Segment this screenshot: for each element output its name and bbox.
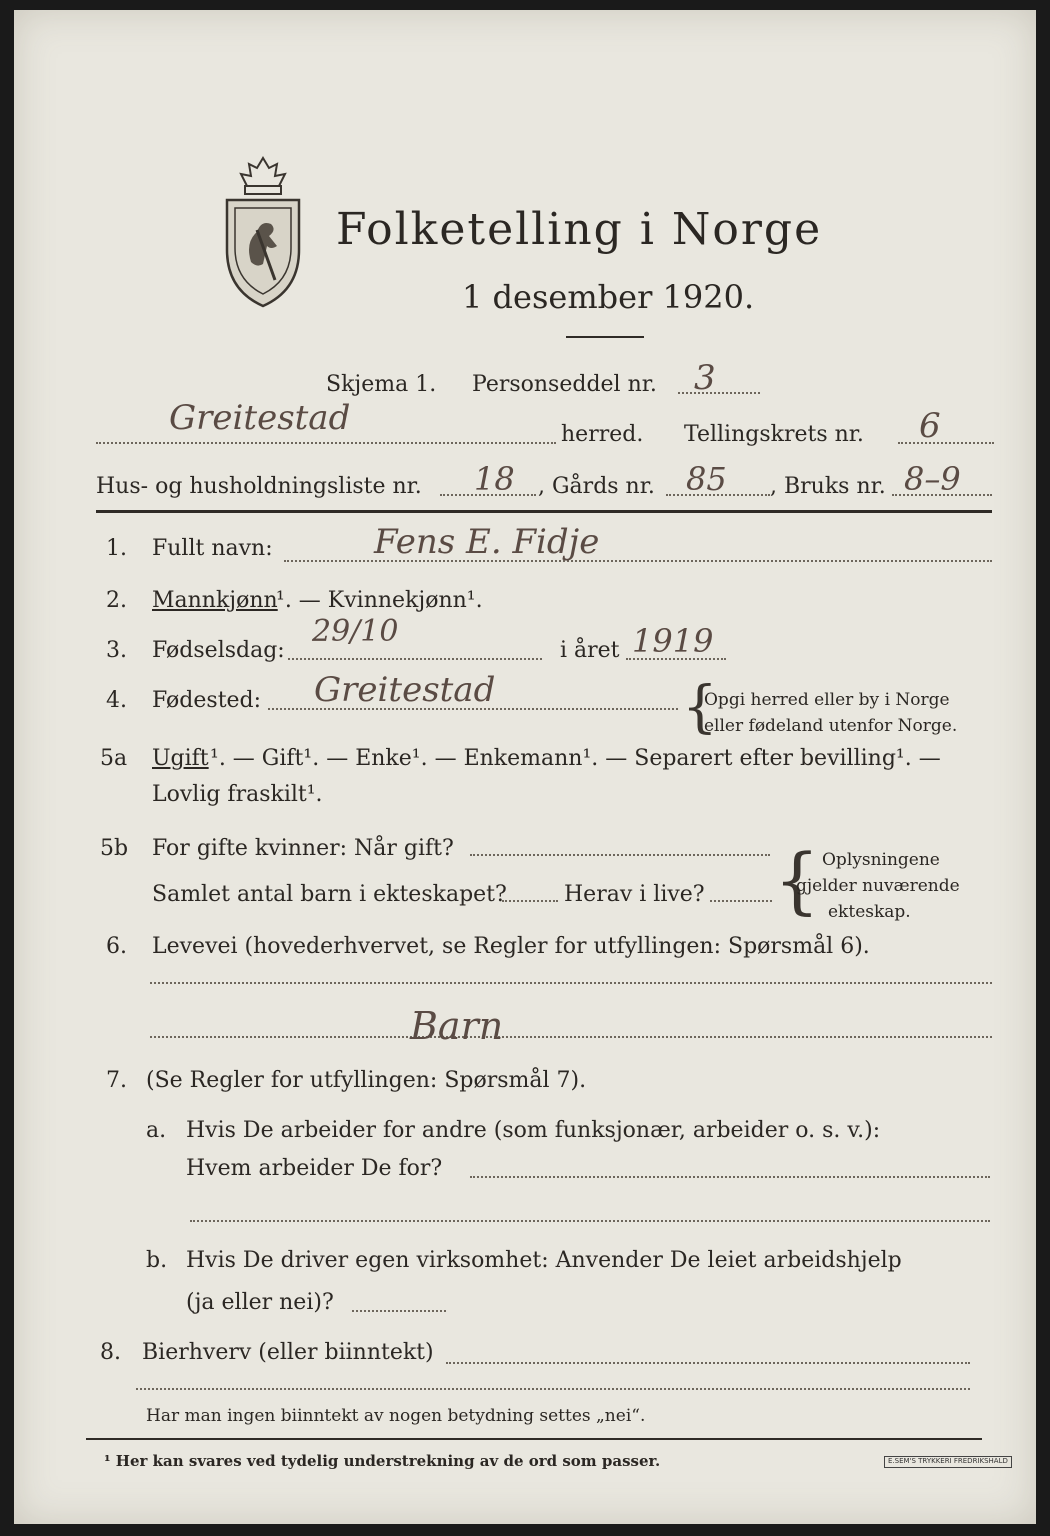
q4-label: Fødested: (152, 688, 262, 713)
q7a-label-2: Hvem arbeider De for? (186, 1156, 443, 1181)
q7a-letter: a. (146, 1118, 167, 1143)
q4-brace: { (682, 675, 718, 740)
gards-value: 85 (686, 460, 727, 498)
q5b-label-3: Herav i live? (564, 882, 705, 907)
bruks-label: , Bruks nr. (770, 474, 886, 499)
q7a-line-2 (190, 1220, 990, 1222)
bruks-value: 8–9 (904, 460, 961, 498)
q3-year-value: 1919 (632, 622, 714, 660)
q6-line-2 (150, 1036, 992, 1038)
q7-label: (Se Regler for utfyllingen: Spørsmål 7). (146, 1068, 587, 1093)
gards-label: , Gårds nr. (538, 474, 655, 499)
q5b-brace: { (774, 838, 820, 922)
printer-stamp: E.SEM'S TRYKKERI FREDRIKSHALD (884, 1456, 1012, 1468)
q7a-label-1: Hvis De arbeider for andre (som funksjonær, arbeider o. s. v.): (186, 1118, 881, 1143)
q5b-number: 5b (100, 836, 129, 861)
q3-label: Fødselsdag: (152, 638, 285, 663)
q1-label: Fullt navn: (152, 536, 273, 561)
q7a-line-1 (470, 1176, 990, 1178)
q5b-label-1: For gifte kvinner: Når gift? (152, 836, 454, 861)
q7b-label-2: (ja eller nei)? (186, 1290, 334, 1315)
q5b-line-1 (470, 854, 770, 856)
header-rule (96, 510, 992, 513)
q6-value: Barn (410, 1004, 504, 1048)
census-form (14, 10, 1036, 1524)
personseddel-label: Personseddel nr. (472, 372, 657, 397)
q3-line (288, 658, 542, 660)
q2-female: ¹. — Kvinnekjønn¹. (276, 588, 483, 613)
q5a-line2: Lovlig fraskilt¹. (152, 782, 323, 807)
q7b-line (352, 1310, 446, 1312)
q5b-note-2: gjelder nuværende (796, 876, 960, 896)
q1-value: Fens E. Fidje (374, 522, 600, 562)
q7b-label-1: Hvis De driver egen virksomhet: Anvender De leiet arbeidshjelp (186, 1248, 902, 1273)
q3-number: 3. (106, 638, 127, 663)
title-divider (566, 336, 644, 338)
q4-value: Greitestad (314, 670, 496, 710)
q5a-number: 5a (100, 746, 128, 771)
tellingskrets-label: Tellingskrets nr. (684, 422, 864, 447)
q6-number: 6. (106, 934, 127, 959)
husliste-value: 18 (474, 460, 515, 498)
q5b-line-2 (502, 900, 558, 902)
q2-male: Mannkjønn (152, 588, 278, 613)
q5b-label-2: Samlet antal barn i ekteskapet? (152, 882, 507, 907)
q4-note-1: Opgi herred eller by i Norge (704, 690, 950, 710)
herred-value: Greitestad (169, 398, 351, 438)
footer-rule (86, 1438, 982, 1440)
tellingskrets-value: 6 (919, 406, 941, 446)
q6-label: Levevei (hovederhvervet, se Regler for utfyllingen: Spørsmål 6). (152, 934, 870, 959)
q2-number: 2. (106, 588, 127, 613)
form-date: 1 desember 1920. (462, 278, 755, 316)
q8-line-2 (136, 1388, 970, 1390)
personseddel-value: 3 (694, 358, 716, 398)
q1-number: 1. (106, 536, 127, 561)
tellingskrets-line (898, 442, 994, 444)
coat-of-arms-icon (217, 150, 309, 310)
q7b-letter: b. (146, 1248, 168, 1273)
form-title: Folketelling i Norge (336, 204, 823, 255)
q5b-line-3 (710, 900, 772, 902)
q4-number: 4. (106, 688, 127, 713)
q5a-options: ¹. — Gift¹. — Enke¹. — Enkemann¹. — Separert efter bevilling¹. — (210, 746, 941, 771)
q5b-note-1: Oplysningene (822, 850, 940, 870)
q7-number: 7. (106, 1068, 127, 1093)
q3-value: 29/10 (312, 614, 399, 649)
herred-line (96, 442, 556, 444)
q8-number: 8. (100, 1340, 121, 1365)
husliste-label: Hus- og husholdningsliste nr. (96, 474, 422, 499)
footnote: ¹ Her kan svares ved tydelig understrekning av de ord som passer. (104, 1452, 661, 1470)
herred-label: herred. (561, 422, 644, 447)
q3-year-label: i året (560, 638, 620, 663)
q4-note-2: eller fødeland utenfor Norge. (704, 716, 958, 736)
q8-label: Bierhverv (eller biinntekt) (142, 1340, 434, 1365)
skjema-label: Skjema 1. (326, 372, 437, 397)
q5a-ugift: Ugift (152, 746, 209, 771)
q8-line-1 (446, 1362, 970, 1364)
personseddel-line (678, 392, 760, 394)
q5b-note-3: ekteskap. (828, 902, 911, 922)
biinntekt-note: Har man ingen biinntekt av nogen betydning settes „nei“. (146, 1406, 646, 1426)
q6-line-1 (150, 982, 992, 984)
